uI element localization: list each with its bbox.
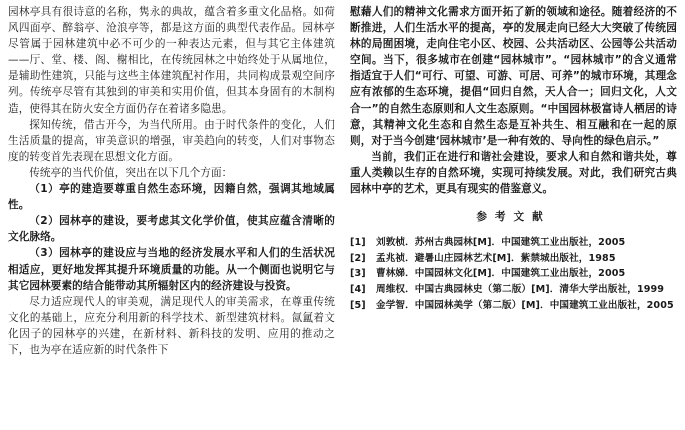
reference-number: [1] <box>350 237 366 249</box>
reference-text: 曹林娣．中国园林文化[M]．中国建筑工业出版社，2005 <box>376 268 626 280</box>
reference-text: 金学智．中国园林美学（第二版）[M]．中国建筑工业出版社，2005 <box>376 299 674 311</box>
reference-text: 孟兆祯．避暑山庄园林艺术[M]．紫禁城出版社，1985 <box>376 252 616 264</box>
paragraph-1: 园林亭具有很诗意的名称，隽永的典故，蕴含着多重文化品格。如荷风四面亭、醉翁亭、沧浪亭等，都是这方面的典型代表作品。园林亭尽管属于园林建筑中必不可少的一种表达元素，但与其它主体建筑——厅、堂、楼、阁、榭相比，在传统园林之中始终处于从属地位，是辅助性建筑，只能与这些主体建筑配衬作用，共同构成景观空间序列。传统亭尽管有其独到的审美和实用价值，但其本身固有的木制构造，使得其在防火安全方面仍存在着诸多隐患。 <box>8 6 335 115</box>
reference-number: [3] <box>350 268 366 280</box>
point-2: （2）园林亭的建设，要考虑其文化学价值，使其应蕴含清晰的文化脉络。 <box>8 215 335 244</box>
right-column <box>350 4 677 313</box>
reference-text: 刘敦桢．苏州古典园林[M]．中国建筑工业出版社，2005 <box>376 237 626 249</box>
paragraph-2: 探知传统，借古开今，为当代所用。由于时代条件的变化，人们生活质量的提高，审美意识的增强，审美趋向的转变，人们对事物态度的转变首先表现在思想文化方面。 <box>8 118 335 163</box>
reference-text: 周维权．中国古典园林史（第二版）[M]．清华大学出版社，1999 <box>376 284 665 295</box>
reference-item <box>350 251 677 267</box>
reference-number: [2] <box>350 252 366 264</box>
reference-item <box>350 282 677 298</box>
references-list <box>350 235 677 313</box>
paragraph-7: 尽力适应现代人的审美观，满足现代人的审美需求，在尊重传统文化的基础上，应充分利用新的科学技术、新型建筑材料。氤氲着文化因子的园林亭的兴建，在新材料、新科技的发明、应用的推动之下，也为亭在适应新的时代条件下 <box>8 295 335 356</box>
closing-paragraph: 当前，我们正在进行和谐社会建设，要求人和自然和谐共处，尊重人类赖以生存的自然环境，实现可持续发展。对此，我们研究古典园林中亭的艺术，更具有现实的借鉴意义。 <box>350 150 677 196</box>
reference-number: [5] <box>350 299 366 311</box>
references-heading: 参考文献 <box>476 211 551 224</box>
point-1: （1）亭的建造要尊重自然生态环境，因籍自然，强调其地域属性。 <box>8 183 335 212</box>
point-3: （3）园林亭的建设应与当地的经济发展水平和人们的生活状况相适应，更好地发挥其提升环境质量的功能。从一个侧面也说明它与其它园林要素的结合能带动其所辐射区内的经济建设与投资。 <box>8 247 335 292</box>
left-column <box>8 4 335 358</box>
paragraph-3: 传统亭的当代价值，突出在以下几个方面： <box>29 166 233 179</box>
reference-item <box>350 266 677 282</box>
reference-number: [4] <box>350 284 366 295</box>
reference-item <box>350 298 677 314</box>
reference-item <box>350 235 677 251</box>
continued-paragraph: 慰藉人们的精神文化需求方面开拓了新的领域和途径。随着经济的不断推进，人们生活水平的提高，亭的发展走向已经大大突破了传统园林的局囿困境，走向住宅小区、校园、公共活动区、公园等公共活动空间。当下，很多城市在创建“园林城市”。“园林城市”的含义通常指适宜于人们“可行、可望、可游、可居、可养”的城市环境，其理念应有浓郁的生态环境，提倡“回归自然，天人合一；回归文化，人文合一”的自然生态原则和人文生态原则。“中国园林极富诗人栖居的诗意，其精神文化生态和自然生态是互补共生、相互融和在一起的原则，对于当今创建‘园林城市’是一种有效的、导向性的绿色启示。” <box>350 6 677 147</box>
